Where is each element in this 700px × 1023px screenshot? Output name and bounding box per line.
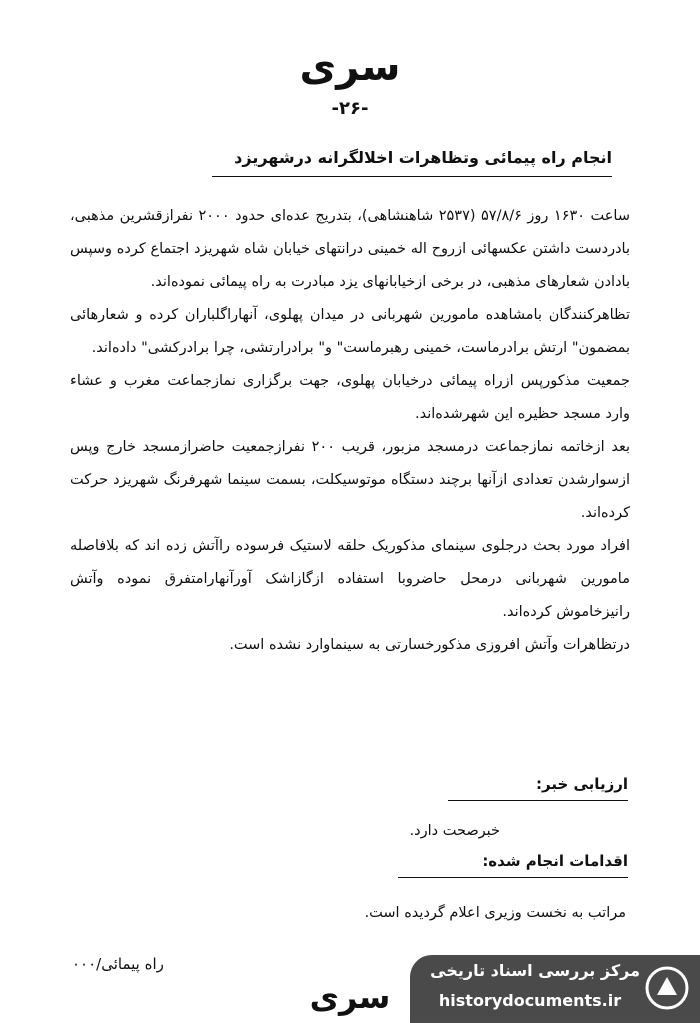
paragraph-1: ساعت ۱۶۳۰ روز ۵۷/۸/۶ (۲۵۳۷ شاهنشاهی)، بتدریج عده‌ای حدود ۲۰۰۰ نفرازقشرین مذهبی، بادردست داشتن عکسهائی ازروح اله خمینی درانتهای خیابان شاه شهریزد اجتماع کرده وسپس بادادن شعارهای مذهبی، در برخی ازخیابانهای یزد مبادرت به راه پیمائی نموده‌اند. (70, 208, 630, 290)
assessment-value: خبرصحت دارد. (409, 823, 500, 839)
document-title: انجام راه پیمائی وتظاهرات اخلالگرانه درشهریزد (234, 148, 612, 167)
archive-logo-icon (644, 965, 690, 1011)
page-number: -۲۶- (331, 98, 369, 119)
paragraph-6: درتظاهرات وآتش افروزی مذکورخسارتی به سینماوارد نشده است. (229, 637, 630, 653)
actions-underline (398, 877, 628, 878)
classification-header: سری (299, 44, 401, 90)
classification-footer: سری (309, 978, 391, 1016)
paragraph-4: بعد ازخاتمه نمازجماعت درمسجد مزبور، قریب ۲۰۰ نفرازجمعیت حاضرازمسجد خارج وپس ازسوارشدن تعدادی ازآنها برچند دستگاه موتوسیکلت، بسمت سینما شهرفرنگ شهریزد حرکت کرده‌اند. (70, 439, 630, 521)
assessment-underline (448, 800, 628, 801)
paragraph-2: تظاهرکنندگان بامشاهده مامورین شهربانی در میدان پهلوی، آنهاراگلباران کرده و شعارهائی بمضمون" ارتش برادرماست، خمینی رهبرماست" و" برادرارتشی، چرا برادرکشی" داده‌اند. (70, 307, 630, 356)
reference-code: راه پیمائی/۰۰۰ (72, 955, 164, 973)
watermark-url: historydocuments.ir (438, 991, 622, 1010)
watermark-banner (410, 955, 700, 1023)
watermark-name: مرکز بررسی اسناد تاریخی (430, 961, 640, 980)
paragraph-3: جمعیت مذکورپس ازراه پیمائی درخیابان پهلوی، جهت برگزاری نمازجماعت مغرب و عشاء وارد مسجد حظیره این شهرشده‌اند. (70, 373, 630, 422)
document-body (70, 200, 630, 662)
title-underline (212, 176, 612, 177)
actions-label: اقدامات انجام شده: (482, 852, 628, 870)
actions-value: مراتب به نخست وزیری اعلام گردیده است. (364, 905, 626, 921)
paragraph-5: افراد مورد بحث درجلوی سینمای مذکوریک حلقه لاستیک فرسوده راآتش زده اند که بلافاصله مامورین شهربانی درمحل حاضروبا استفاده ازگازاشک آورآنهارامتفرق نموده وآتش رانیزخاموش کرده‌اند. (70, 538, 630, 620)
assessment-label: ارزیابی خبر: (536, 775, 628, 793)
